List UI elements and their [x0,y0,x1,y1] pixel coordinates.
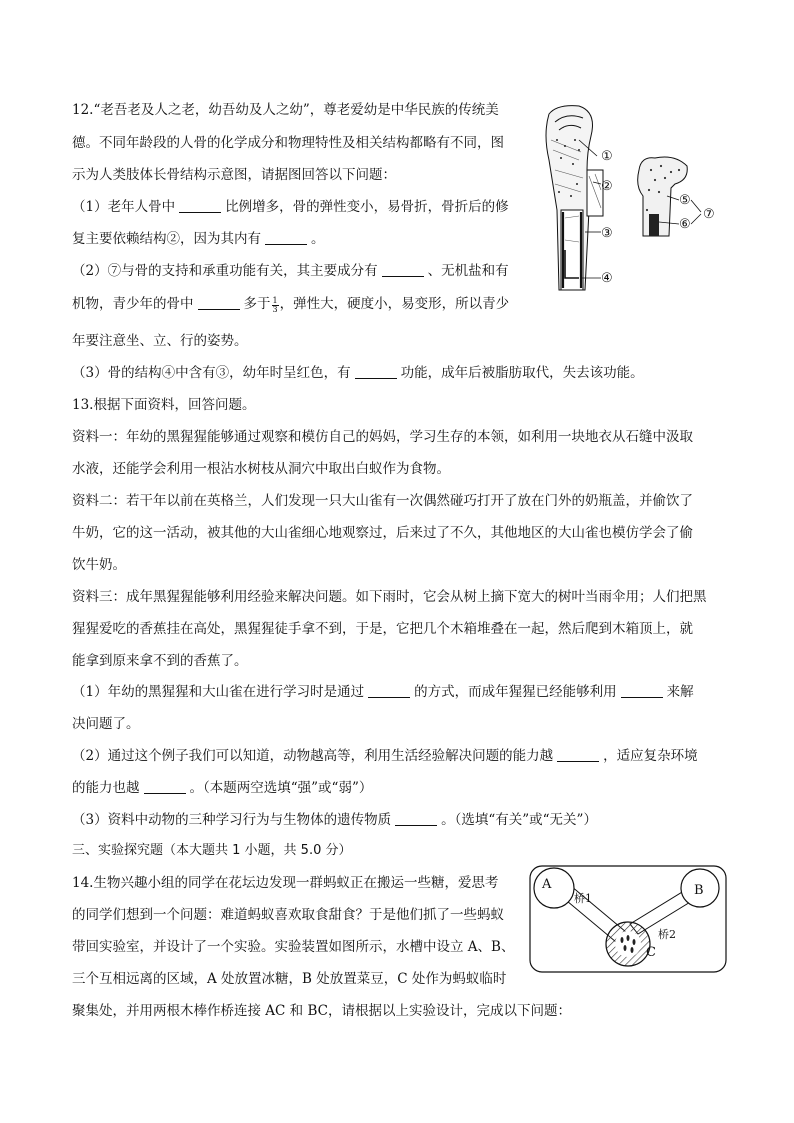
q12-part3: （3）骨的结构④中含有③，幼年时呈红色，有 功能，成年后被脂肪取代，失去该功能。 [72,365,644,381]
section-title: 三、实验探究题（本大题共 1 小题，共 5.0 分） [72,843,352,858]
q12-line-3: 示为人类肢体长骨结构示意图，请据图回答以下问题： [72,167,396,183]
answer-blank[interactable] [368,683,410,698]
q13-line-8: 猩猩爱吃的香蕉挂在高处，黑猩猩徒手拿不到，于是，它把几个木箱堆叠在一起，然后爬到木箱顶上，就 [72,621,693,637]
label-2: ② [601,179,613,194]
answer-blank[interactable] [179,198,221,213]
label-bridge-2: 桥2 [658,928,676,941]
answer-blank[interactable] [621,683,663,698]
q14-line-2: 的同学们想到一个问题：难道蚂蚁喜欢取食甜食？于是他们抓了一些蚂蚁 [72,907,504,923]
q14-line-5: 聚集处，并用两根木棒作桥连接 AC 和 BC，请根据以上实验设计，完成以下问题： [72,1003,571,1019]
q13-line-5: 牛奶，它的这一活动，被其他的大山雀细心地观察过，后来过了不久，其他地区的大山雀也模仿学会了偷 [72,525,693,541]
q12-line-2: 德。不同年龄段的人骨的化学成分和物理特性及相关结构都略有不同，图 [72,135,504,151]
label-bridge-1: 桥1 [574,892,592,905]
q14-line-4: 三个互相远离的区域，A 处放置冰糖，B 处放置菜豆，C 处作为蚂蚁临时 [72,971,507,987]
label-5: ⑤ [679,193,691,208]
label-3: ③ [601,226,613,241]
label-c: C [646,945,656,960]
fraction-one-third: $\frac{1}{3}$ [272,296,278,314]
label-4: ④ [601,271,613,286]
area-a [534,868,574,908]
q12-line-1: 12.“老吾老及人之老，幼吾幼及人之幼”，尊老爱幼是中华民族的传统美 [72,102,499,118]
q13-line-11: 决问题了。 [72,716,140,732]
q13-line-9: 能拿到原来拿不到的香蕉了。 [72,653,248,669]
long-bone-diagram [535,100,735,300]
q13-part1: （1）年幼的黑猩猩和大山雀在进行学习时是通过 的方式，而成年猩猩已经能够利用 来解 [72,684,694,700]
ant-experiment-diagram [528,864,728,976]
answer-blank[interactable] [395,811,437,826]
q13-material-2: 资料二：若干年以前在英格兰，人们发现一只大山雀有一次偶然碰巧打开了放在门外的奶瓶盖，并偷饮了 [72,493,693,509]
q13-material-1: 资料一：年幼的黑猩猩能够通过观察和模仿自己的妈妈，学习生存的本领，如利用一块地衣从石缝中汲取 [72,429,693,445]
label-7: ⑦ [703,207,715,222]
answer-blank[interactable] [144,779,186,794]
q13-part3: （3）资料中动物的三种学习行为与生物体的遗传物质 。（选填“有关”或“无关”） [72,812,597,828]
q12-part1: （1）老年人骨中 比例增多，骨的弹性变小，易骨折，骨折后的修 [72,199,509,215]
q13-line-6: 饮牛奶。 [72,557,126,573]
q13-part2-cont: 的能力也越 。（本题两空选填“强”或“弱”） [72,780,373,796]
label-6: ⑥ [679,217,691,232]
label-1: ① [601,149,613,164]
q14-line-1: 14.生物兴趣小组的同学在花坛边发现一群蚂蚁正在搬运一些糖，爱思考 [72,875,499,891]
q12-part2: （2）⑦与骨的支持和承重功能有关，其主要成分有 、无机盐和有 [72,263,509,279]
answer-blank[interactable] [265,230,307,245]
label-b: B [694,883,704,898]
q12-line-8: 年要注意坐、立、行的姿势。 [72,333,248,349]
q13-part2: （2）通过这个例子我们可以知道，动物越高等，利用生活经验解决问题的能力越 ，适应复杂环境 [72,748,698,764]
label-a: A [542,877,552,892]
q13-line-3: 水液，还能学会利用一根沾水树枝从洞穴中取出白蚁作为食物。 [72,461,450,477]
answer-blank[interactable] [557,747,599,762]
answer-blank[interactable] [382,262,424,277]
answer-blank[interactable] [198,295,240,310]
q12-part1-cont: 复主要依赖结构②，因为其内有 。 [72,231,325,247]
q13-material-3: 资料三：成年黑猩猩能够利用经验来解决问题。如下雨时，它会从树上摘下宽大的树叶当雨伞用；人们把黑 [72,589,707,605]
q12-part2-cont: 机物，青少年的骨中 多于 $\frac{1}{3}$ ，弹性大，硬度小，易变形，所以青少 [72,296,510,314]
q14-line-3: 带回实验室，并设计了一个实验。实验装置如图所示，水槽中设立 A、B、 [72,939,515,955]
answer-blank[interactable] [355,364,397,379]
q13-line-1: 13.根据下面资料，回答问题。 [72,397,256,413]
